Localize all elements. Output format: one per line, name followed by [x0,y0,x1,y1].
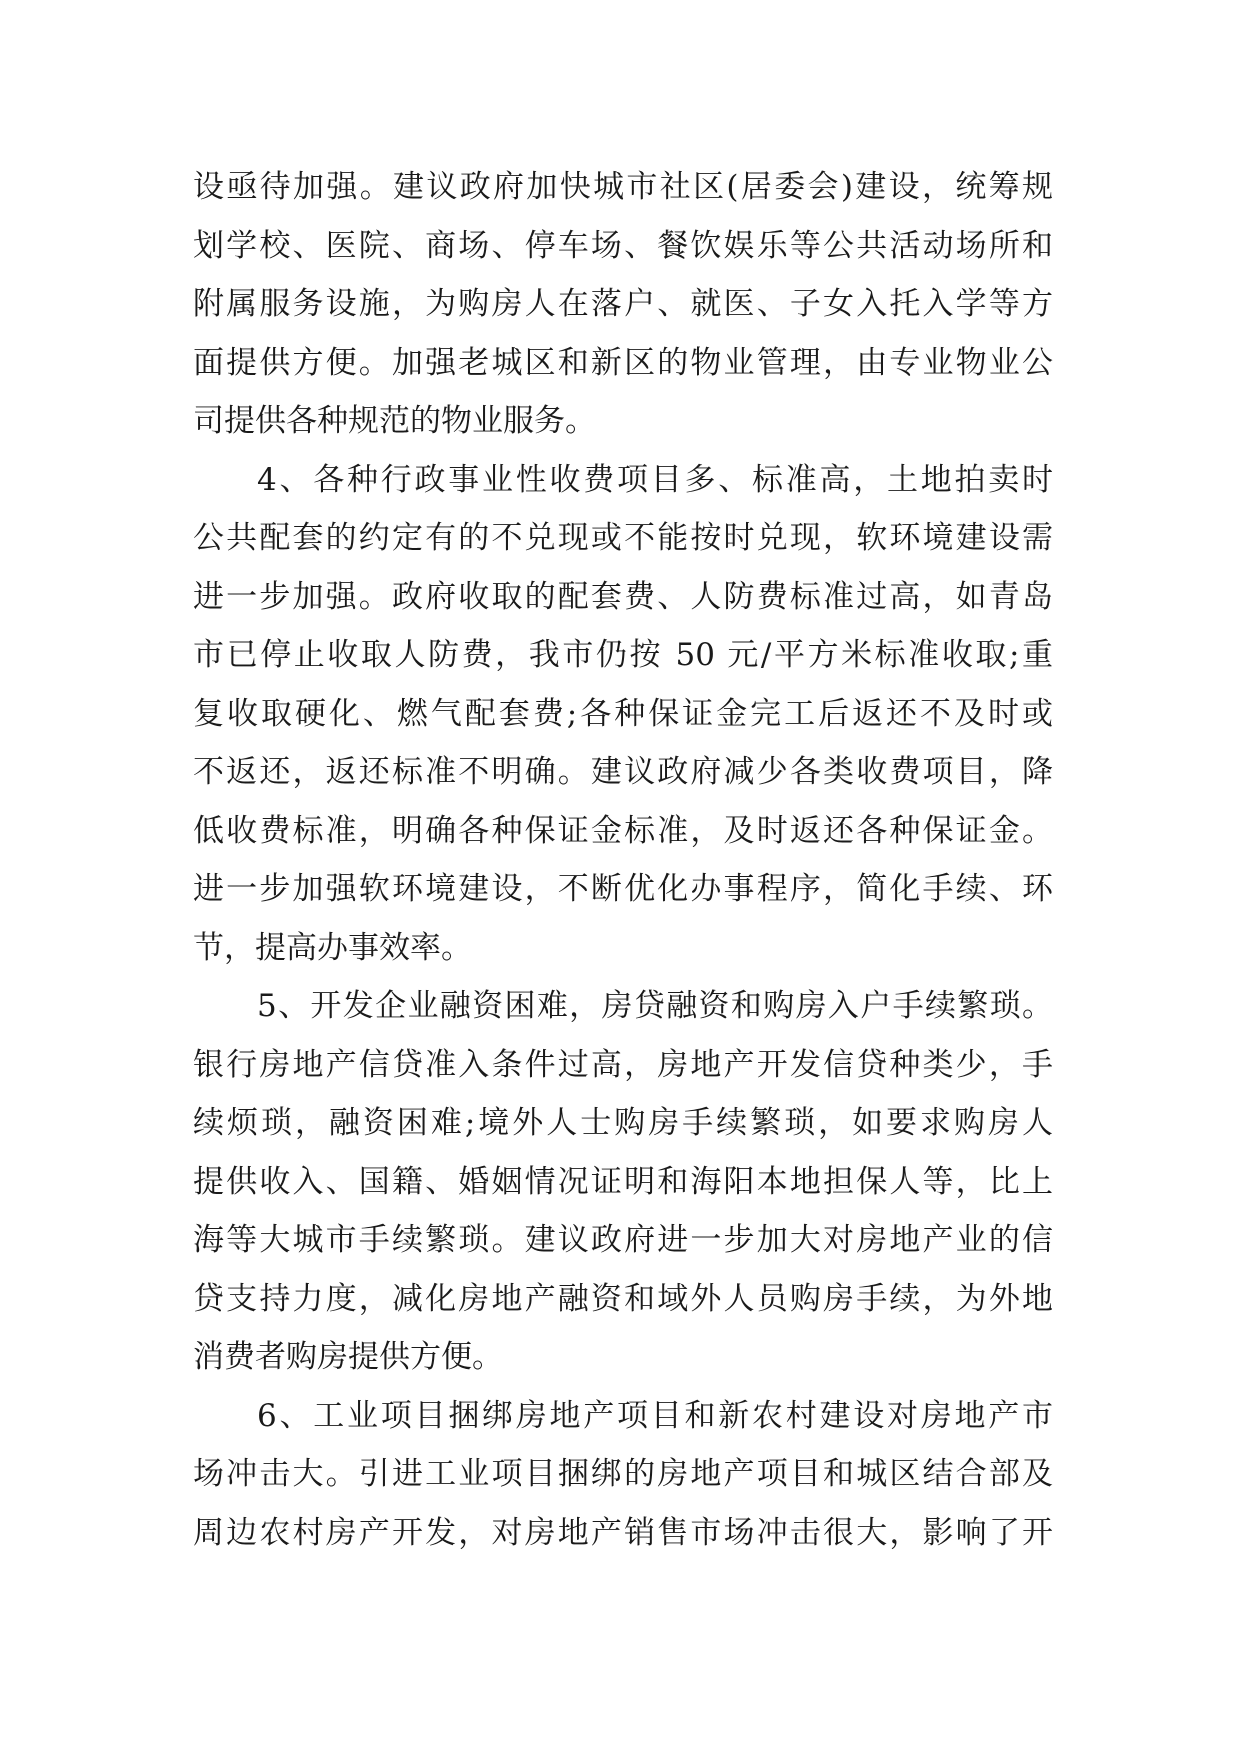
text-line: 复收取硬化、燃气配套费;各种保证金完工后返还不及时或 [193,695,1053,732]
paragraph-first-line: 4、各种行政事业性收费项目多、标准高，土地拍卖时 [257,461,1053,498]
text-line: 司提供各种规范的物业服务。 [193,403,596,439]
text-line: 面提供方便。加强老城区和新区的物业管理，由专业物业公 [193,344,1053,381]
text-line: 进一步加强。政府收取的配套费、人防费标准过高，如青岛 [193,578,1053,615]
paragraph-first-line: 5、开发企业融资困难，房贷融资和购房入户手续繁琐。 [257,988,1053,1024]
text-line: 节，提高办事效率。 [193,929,472,966]
text-line: 续烦琐，融资困难;境外人士购房手续繁琐，如要求购房人 [193,1105,1053,1141]
text-line: 贷支持力度，减化房地产融资和域外人员购房手续，为外地 [193,1280,1053,1317]
text-line: 场冲击大。引进工业项目捆绑的房地产项目和城区结合部及 [193,1456,1053,1492]
text-line: 海等大城市手续繁琐。建议政府进一步加大对房地产业的信 [193,1222,1053,1258]
text-line: 低收费标准，明确各种保证金标准，及时返还各种保证金。 [193,812,1053,849]
text-line: 银行房地产信贷准入条件过高，房地产开发信贷种类少，手 [193,1046,1053,1083]
paragraph-first-line: 6、工业项目捆绑房地产项目和新农村建设对房地产市 [257,1397,1053,1434]
text-line: 设亟待加强。建议政府加快城市社区(居委会)建设，统筹规 [193,169,1053,205]
text-line: 市已停止收取人防费，我市仍按 50 元/平方米标准收取;重 [193,637,1053,673]
text-line: 公共配套的约定有的不兑现或不能按时兑现，软环境建设需 [193,520,1053,556]
text-line: 消费者购房提供方便。 [193,1339,503,1375]
body-text [193,158,1053,1562]
text-line: 周边农村房产开发，对房地产销售市场冲击很大，影响了开 [193,1514,1053,1551]
text-line: 不返还，返还标准不明确。建议政府减少各类收费项目，降 [193,754,1053,790]
text-line: 划学校、医院、商场、停车场、餐饮娱乐等公共活动场所和 [193,227,1053,264]
text-line: 进一步加强软环境建设，不断优化办事程序，简化手续、环 [193,871,1053,907]
text-line: 提供收入、国籍、婚姻情况证明和海阳本地担保人等，比上 [193,1163,1053,1200]
text-line: 附属服务设施，为购房人在落户、就医、子女入托入学等方 [193,286,1053,322]
